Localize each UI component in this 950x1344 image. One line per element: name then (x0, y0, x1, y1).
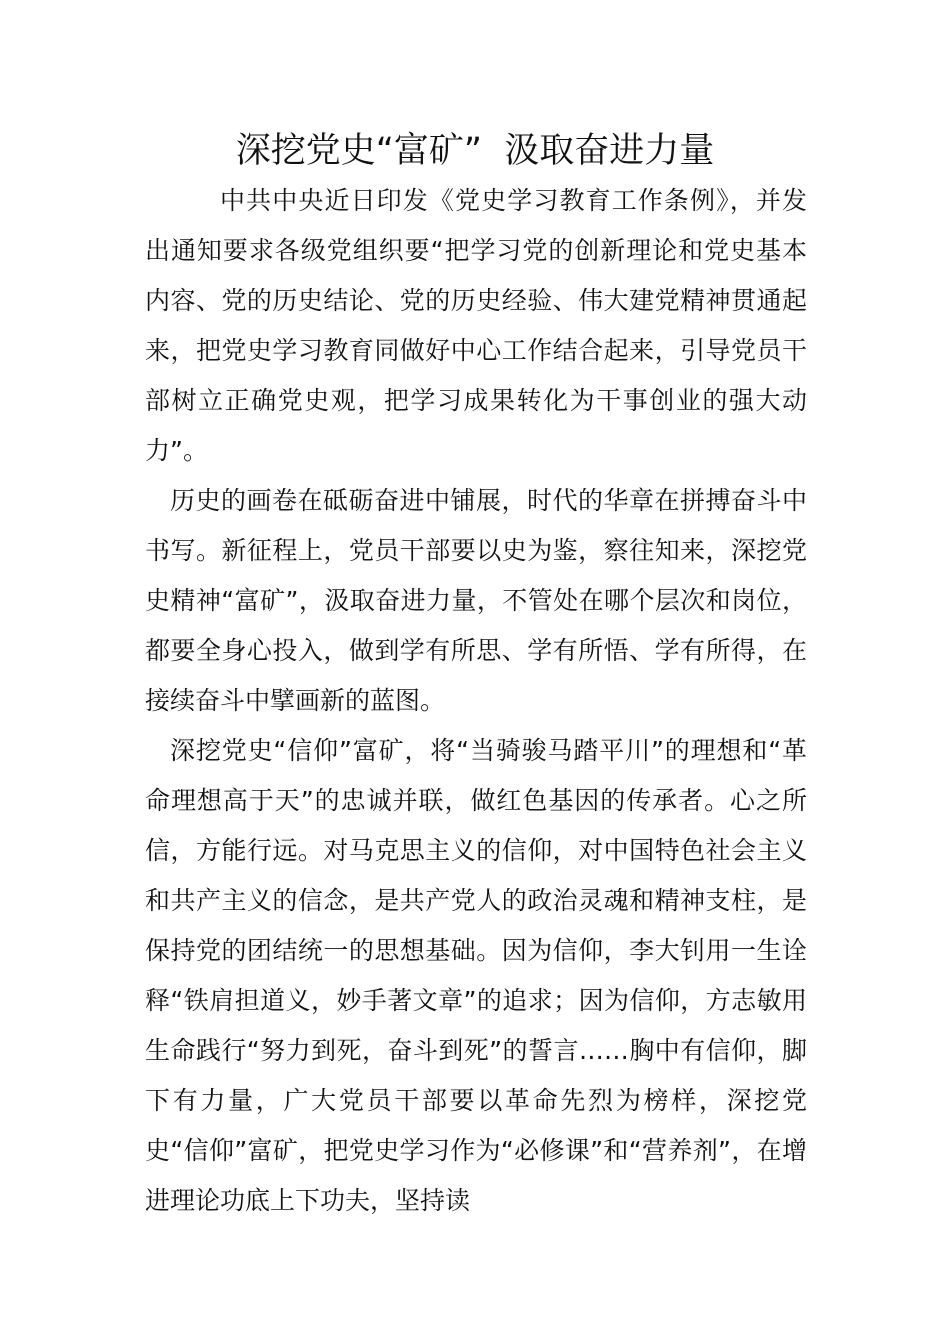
paragraph-history: 历史的画卷在砥砺奋进中铺展，时代的华章在拼搏奋斗中书写。新征程上，党员干部要以史为鉴，察往知来，深挖党史精神“富矿”，汲取奋进力量，不管处在哪个层次和岗位，都要全身心投入，做到学有所思、学有所悟、学有所得，在接续奋斗中擘画新的蓝图。 (145, 486, 807, 715)
paragraph-faith: 深挖党史“信仰”富矿，将“当骑骏马踏平川”的理想和“革命理想高于天”的忠诚并联，做红色基因的传承者。心之所信，方能行远。对马克思主义的信仰，对中国特色社会主义和共产主义的信念，是共产党人的政治灵魂和精神支柱，是保持党的团结统一的思想基础。因为信仰，李大钊用一生诠释“铁肩担道义，妙手著文章”的追求；因为信仰，方志敏用生命践行“努力到死，奋斗到死”的誓言……胸中有信仰，脚下有力量，广大党员干部要以革命先烈为榜样，深挖党史“信仰”富矿，把党史学习作为“必修课”和“营养剂”，在增进理论功底上下功夫，坚持读 (145, 736, 807, 1215)
document-title: 深挖党史“富矿” 汲取奋进力量 (235, 131, 715, 171)
paragraph-intro: 中共中央近日印发《党史学习教育工作条例》，并发出通知要求各级党组织要“把学习党的创新理论和党史基本内容、党的历史结论、党的历史经验、伟大建党精神贯通起来，把党史学习教育同做好中心工作结合起来，引导党员干部树立正确党史观，把学习成果转化为干事创业的强大动力”。 (145, 186, 807, 465)
document-body (145, 176, 807, 1226)
